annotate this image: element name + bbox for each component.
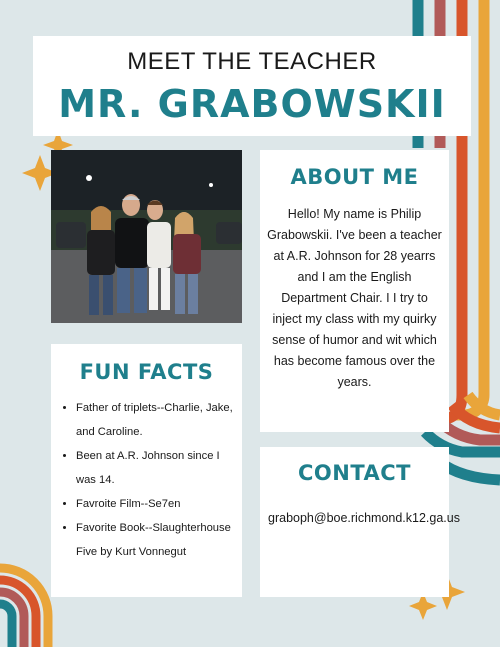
fun-fact-item: • Favroite Film--Se7en: [76, 492, 238, 516]
arc-teal: [0, 604, 12, 647]
title-card: [33, 36, 471, 136]
fun-fact-item: • Father of triplets--Charlie, Jake, and Caroline.: [76, 396, 238, 444]
about-me-text: Hello! My name is Philip Grabowskii. I've been a teacher at A.R. Johnson for 28 yearrs and I am the English Department Chair. I I try to inject my class with my quirky sense of humor and wit which has become famous over the years.: [267, 207, 442, 389]
fun-facts-heading: FUN FACTS: [79, 360, 214, 384]
page-title-line1: MEET THE TEACHER: [127, 48, 377, 75]
contact-email[interactable]: graboph@boe.richmond.k12.ga.us: [268, 511, 460, 525]
about-me-heading: ABOUT ME: [290, 165, 419, 189]
photo-illustration: [51, 150, 242, 323]
contact-heading: CONTACT: [297, 461, 412, 485]
fun-facts-list: [61, 396, 238, 564]
contact-card: [260, 447, 460, 597]
teacher-photo: [51, 150, 242, 323]
fun-facts-card: [51, 344, 242, 597]
page-title-teacher-name: MR. GRABOWSKII: [58, 82, 446, 126]
stripe-teal-bottom: [440, 462, 500, 480]
fun-fact-item: • Been at A.R. Johnson since I was 14.: [76, 444, 238, 492]
fun-fact-item: • Favorite Book--Slaughterhouse Five by Kurt Vonnegut: [76, 516, 238, 564]
about-me-card: [260, 150, 449, 432]
